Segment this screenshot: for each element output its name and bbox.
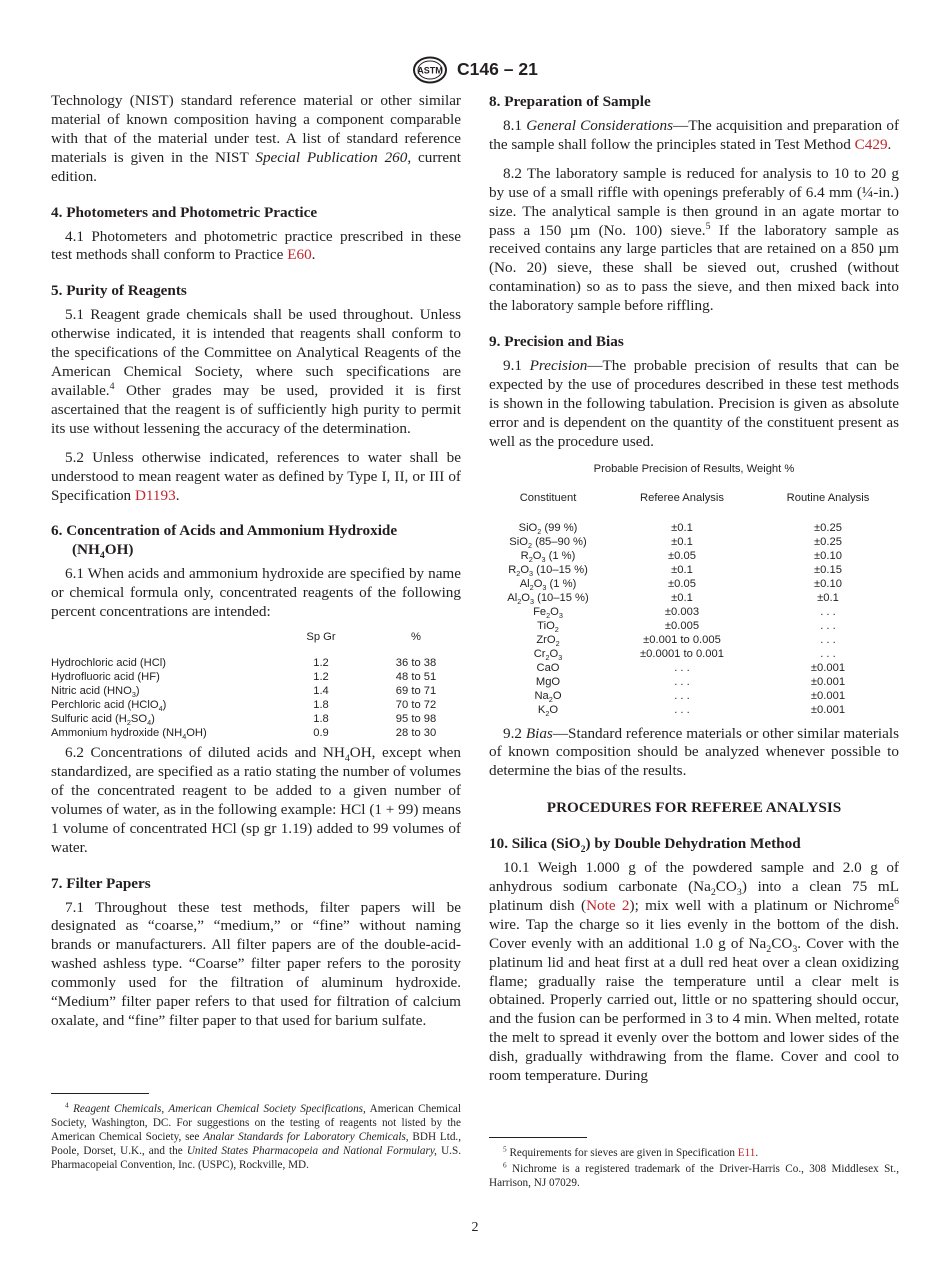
section-6-heading: 6. Concentration of Acids and Ammonium Hydroxide $(NH_4OH)$ [51, 522, 398, 562]
table-row [489, 591, 899, 605]
routine-cell: ±0.001 [810, 661, 846, 674]
referee-cell: ±0.05 [668, 549, 696, 562]
footnote-ref-4: 4 [109, 380, 115, 392]
referee-cell: ±0.001 to 0.005 [643, 633, 721, 646]
table-row [489, 605, 899, 619]
paragraph-6-2: 6.2 Concentrations of diluted acids and $NH_4OH$, except when standardized, are specified as a ratio stating the number of volumes of the concentrated reagent to be added to a given number of volumes of water, as in the following example: HCl (1 + 99) means 1 volume of concentrated HCl (sp gr 1.19) added to 99 volumes of water. [51, 744, 461, 856]
section-8-heading: 8. Preparation of Sample [489, 93, 651, 110]
routine-cell: ±0.1 [817, 591, 839, 604]
constituent-cell: $Na_2O$ [534, 689, 562, 704]
acid-name: Hydrofluoric acid (HF) [51, 671, 160, 684]
link-d1193[interactable]: D1193 [134, 486, 176, 504]
referee-cell: ±0.05 [668, 577, 696, 590]
table-row [489, 549, 899, 563]
footnote-4: $^4$ Reagent Chemicals, American Chemical Society Specifications, American Chemical Society, Washington, DC. For suggestions on the testing of reagents not listed by the American Chemical Society, see Analar Standards for Laboratory Chemicals, BDH Ltd., Poole, Dorset, U.K., and the United States Pharmacopeia and National Formulary, U.S. Pharmacopeial Convention, Inc. (USPC), Rockville, MD. [51, 1101, 462, 1171]
routine-cell: . . . [820, 605, 836, 618]
referee-cell: . . . [674, 689, 690, 702]
precision-table [489, 489, 899, 717]
footnote-6: $^6$ Nichrome is a registered trademark of the Driver-Harris Co., 308 Middlesex St., Harrison, NJ 07029. [489, 1161, 899, 1189]
section-5-heading: 5. Purity of Reagents [51, 282, 187, 300]
referee-cell: . . . [674, 675, 690, 688]
acid-name: Hydrochloric acid (HCl) [51, 657, 167, 670]
table-row [489, 633, 899, 647]
footnote-ref-6: 6 [894, 895, 900, 907]
constituent-cell: SiO$_2$ (99 %) [518, 521, 578, 536]
page-header [0, 56, 950, 84]
constituent-cell: $Fe_2O_3$ [533, 605, 563, 620]
table-row [489, 619, 899, 633]
paragraph-9-2: 9.2 Bias—Standard reference materials or other similar materials of known composition should be analyzed whenever possible to determine the bias of the results. [489, 724, 899, 780]
table-header-row [489, 489, 899, 521]
routine-cell: ±0.001 [810, 675, 846, 688]
footnote-ref-5: 5 [705, 220, 711, 232]
routine-cell: ±0.25 [814, 521, 842, 534]
link-note-2[interactable]: Note 2 [586, 896, 630, 914]
referee-cell: ±0.1 [671, 591, 693, 604]
column-header-sp-gr: Sp Gr [306, 631, 336, 644]
paragraph-5-2: 5.2 Unless otherwise indicated, references to water shall be understood to mean reagent water as defined by Type I, II, or III of Specification D1193. [51, 448, 461, 504]
table-row [489, 647, 899, 661]
referee-cell: ±0.003 [664, 605, 700, 618]
routine-cell: . . . [820, 647, 836, 660]
procedures-heading: PROCEDURES FOR REFEREE ANALYSIS [546, 799, 842, 817]
constituent-cell: $Cr_2O_3$ [533, 647, 563, 662]
page-number: 2 [471, 1220, 479, 1235]
routine-cell: ±0.10 [814, 577, 842, 590]
referee-cell: ±0.005 [664, 619, 700, 632]
routine-cell: ±0.10 [814, 549, 842, 562]
referee-cell: ±0.1 [671, 521, 693, 534]
section-4-heading: 4. Photometers and Photometric Practice [51, 203, 318, 221]
acid-concentration-table [51, 630, 461, 740]
routine-cell: ±0.001 [810, 689, 846, 702]
precision-table-caption: Probable Precision of Results, Weight % [593, 462, 795, 475]
acid-name: Ammonium hydroxide $(NH_4OH)$ [51, 727, 207, 742]
table-row: Nitric acid $(HNO_3)$ 1.4 69 to 71 [51, 685, 437, 700]
acid-name: Perchloric acid (HClO$_4$) [51, 699, 167, 714]
paragraph-8-2: 8.2 The laboratory sample is reduced for analysis to 10 to 20 g by use of a small riffle with openings preferably of 6.4 mm (¼-in.) size. The analytical sample is then ground in an agate mortar to pass a 150 µm (No. 100) sieve.$^5$ If the laboratory sample as received contains any large particles that are retained on a 850 µm (No. 20) sieve, these shall be sieved out, crushed (without contamination) so as to pass the sieve, and then mixed back into the laboratory sample before riffling. [489, 164, 899, 315]
paragraph-7-1: 7.1 Throughout these test methods, filter papers will be designated as “coarse,” “medium,” or “fine” without naming brands or manufacturers. All filter papers are of the double-acid-washed ashless type. “Coarse” filter paper refers to the porosity commonly used for the filtration of aluminum hydroxide. “Medium” filter paper refers to that used for filtration of calcium oxalate, and “fine” filter paper to that used for barium sulfate. [51, 898, 461, 1029]
acid-name: Nitric acid $(HNO_3)$ [51, 685, 140, 700]
column-header-constituent: Constituent [519, 491, 577, 504]
paragraph-9-1: 9.1 Precision—The probable precision of results that can be expected by the use of procedures described in these test methods is shown in the following tabulation. Precision is given as absolute error and is dependent on the quantity of the constituent present as well as the procedure used. [489, 357, 900, 450]
routine-cell: ±0.15 [814, 563, 842, 576]
link-c429[interactable]: C429 [854, 135, 888, 153]
paragraph-5-1: 5.1 Reagent grade chemicals shall be used throughout. Unless otherwise indicated, it is intended that reagents shall conform to the specifications of the Committee on Analytical Reagents of the American Chemical Society, where such specifications are available.$^4$ Other grades may be used, provided it is first ascertained that the reagent is of sufficiently high purity to permit its use without lessening the accuracy of the determination. [51, 306, 461, 437]
right-column [489, 92, 899, 1096]
document-designation: C146 – 21 [457, 59, 538, 79]
table-row: Hydrochloric acid (HCl) 1.2 36 to 38 [51, 657, 437, 670]
constituent-cell: $R_2O_3$ (10–15 %) [508, 563, 588, 578]
routine-cell: ±0.001 [810, 703, 846, 716]
column-header-percent: % [411, 631, 421, 644]
referee-cell: ±0.1 [671, 535, 693, 548]
section-9-heading: 9. Precision and Bias [489, 333, 624, 351]
constituent-cell: MgO [535, 675, 561, 688]
column-header-routine: Routine Analysis [786, 491, 870, 504]
routine-cell: . . . [820, 633, 836, 646]
referee-cell: . . . [674, 703, 690, 716]
table-row [489, 521, 899, 535]
table-row [489, 689, 899, 703]
footnote-5: $^5$ Requirements for sieves are given in Specification E11. [503, 1145, 759, 1159]
referee-cell: ±0.0001 to 0.001 [640, 647, 724, 660]
column-header-referee: Referee Analysis [640, 491, 724, 504]
section-7-heading: 7. Filter Papers [51, 874, 151, 892]
section-10-heading: 10. Silica (SiO$_2$) by Double Dehydration Method [489, 835, 801, 856]
paragraph-8-1: 8.1 General Considerations—The acquisition and preparation of the sample shall follow the principles stated in Test Method C429. [489, 117, 899, 153]
table-row: Hydrofluoric acid (HF) 1.2 48 to 51 [51, 671, 437, 684]
constituent-cell: $K_2O$ [537, 703, 559, 718]
constituent-cell: $R_2O_3$ (1 %) [520, 549, 576, 564]
constituent-cell: $Al_2O_3$ (1 %) [519, 577, 577, 592]
constituent-cell: $Al_2O_3$ (10–15 %) [507, 591, 589, 606]
table-row [489, 577, 899, 591]
referee-cell: ±0.1 [671, 563, 693, 576]
table-row [489, 703, 899, 717]
footnotes-right [489, 1137, 899, 1192]
constituent-cell: TiO$_2$ [537, 619, 559, 634]
table-row [489, 675, 899, 689]
table-header-row [51, 630, 461, 656]
routine-cell: ±0.25 [814, 535, 842, 548]
acid-name: Sulfuric acid $(H_2SO_4)$ [51, 713, 155, 728]
paragraph-10-1: 10.1 Weigh 1.000 g of the powdered sample and 2.0 g of anhydrous sodium carbonate $(Na_2CO_3)$ into a clean 75 mL platinum dish (Note 2); mix well with a platinum or Nichrome$^6$ wire. Tap the charge so it lies evenly in the bottom of the dish. Cover evenly with an additional 1.0 g of $Na_2CO_3$. Cover with the platinum lid and heat first at a dull red heat over a clean oxidizing flame; gradually raise the temperature until a clear melt is obtained. Properly carried out, little or no spattering should occur, and the fusion can be performed in 3 to 4 min. When melted, rotate the melt to spread it evenly over the bottom and lower sides of the dish, gradually withdrawing from the flame. Cover and cool to room temperature. During [489, 859, 900, 1085]
astm-logo-icon [412, 56, 448, 84]
table-row: Perchloric acid (HClO$_4$) 1.8 70 to 72 [51, 699, 437, 714]
table-row: Sulfuric acid $(H_2SO_4)$ 1.8 95 to 98 [51, 713, 437, 728]
paragraph-6-1: 6.1 When acids and ammonium hydroxide are specified by name or chemical formula only, concentrated reagents of the following percent concentrations are intended: [51, 565, 461, 621]
table-row [489, 535, 899, 549]
constituent-cell: SiO$_2$ (85–90 %) [509, 535, 587, 550]
footnote-divider [51, 1093, 149, 1094]
left-column [51, 92, 461, 1041]
constituent-cell: ZrO$_2$ [536, 633, 560, 648]
intro-paragraph: Technology (NIST) standard reference material or other similar material of known composition having a component comparable with that of the material under test. A list of standard reference materials is given in the NIST Special Publication 260, current edition. [51, 92, 461, 185]
routine-cell: . . . [820, 619, 836, 632]
table-row: Ammonium hydroxide $(NH_4OH)$ 0.9 28 to 30 [51, 727, 437, 742]
astm-logo-text: ASTM [417, 65, 443, 76]
table-row [489, 563, 899, 577]
table-row [489, 661, 899, 675]
referee-cell: . . . [674, 661, 690, 674]
link-e11[interactable]: E11 [737, 1147, 756, 1159]
constituent-cell: CaO [536, 661, 560, 674]
footnotes-left [51, 1093, 461, 1174]
link-e60[interactable]: E60 [287, 246, 312, 264]
footnote-divider [489, 1137, 587, 1138]
paragraph-4-1: 4.1 Photometers and photometric practice prescribed in these test methods shall conform to Practice E60. [51, 227, 461, 264]
